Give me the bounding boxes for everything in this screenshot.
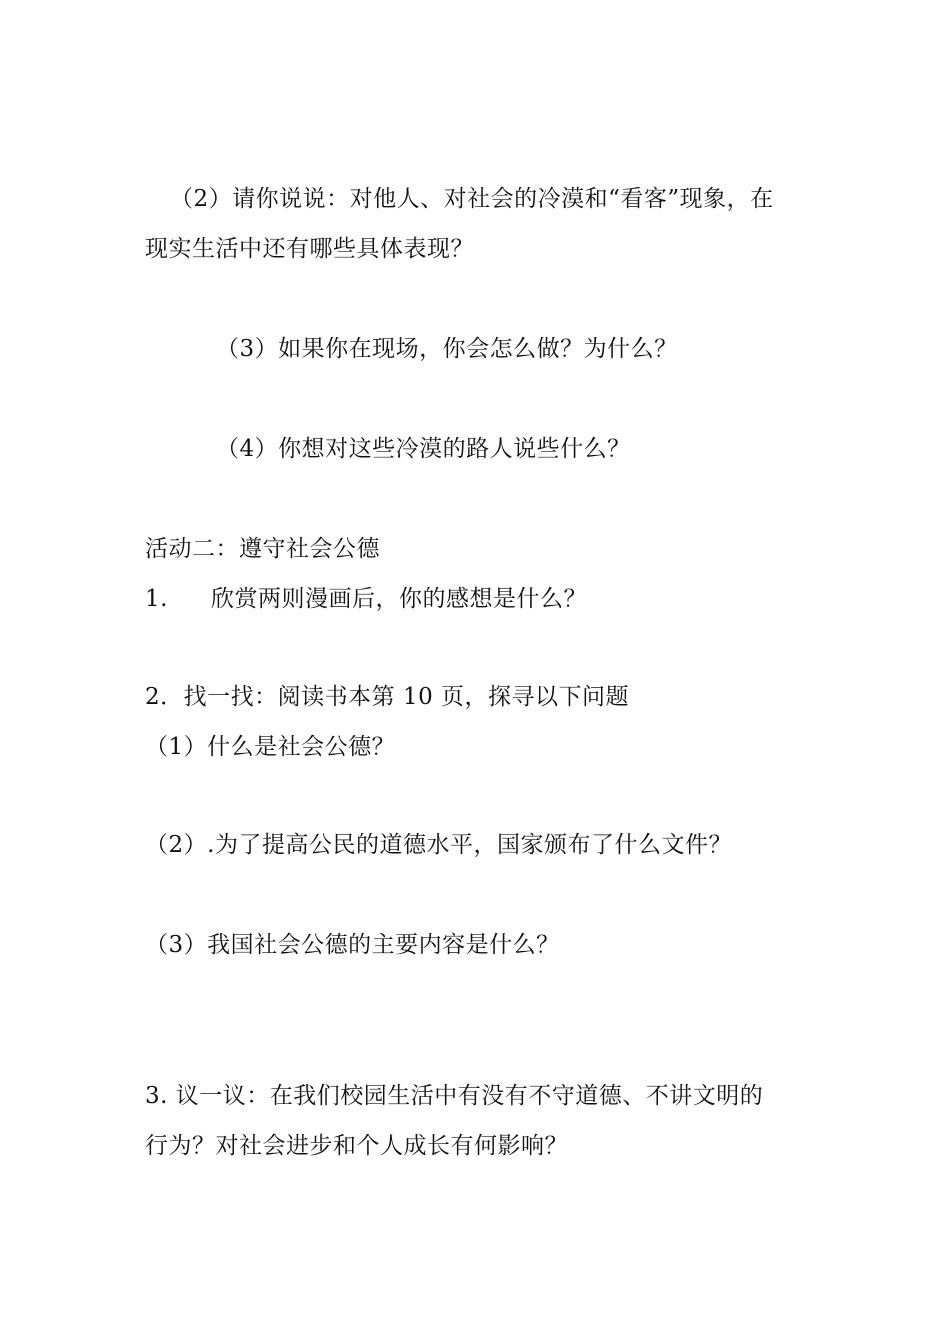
item-3-line-2: 行为？对社会进步和个人成长有何影响？: [145, 1133, 568, 1159]
question-2-line-1: （2）请你说说：对他人、对社会的冷漠和“看客”现象，在: [170, 186, 774, 212]
item-1-text: 欣赏两则漫画后，你的感想是什么？: [211, 586, 587, 612]
item-3-line-1: 3. 议一议：在我们校园生活中有没有不守道德、不讲文明的: [145, 1083, 764, 1109]
question-3: （3）如果你在现场，你会怎么做？为什么？: [216, 336, 678, 362]
question-2-line-2: 现实生活中还有哪些具体表现？: [145, 236, 474, 262]
item-2-sub-3: （3）我国社会公德的主要内容是什么？: [145, 932, 560, 958]
item-2-sub-1: （1）什么是社会公德？: [145, 734, 396, 760]
item-1: [145, 584, 587, 614]
item-1-number: 1.: [145, 586, 168, 612]
activity-2-heading: 活动二：遵守社会公德: [145, 536, 380, 562]
question-4: （4）你想对这些冷漠的路人说些什么？: [216, 436, 631, 462]
item-2: 2．找一找：阅读书本第 10 页，探寻以下问题: [145, 684, 630, 710]
item-2-sub-2: （2）.为了提高公民的道德水平，国家颁布了什么文件？: [145, 832, 732, 858]
